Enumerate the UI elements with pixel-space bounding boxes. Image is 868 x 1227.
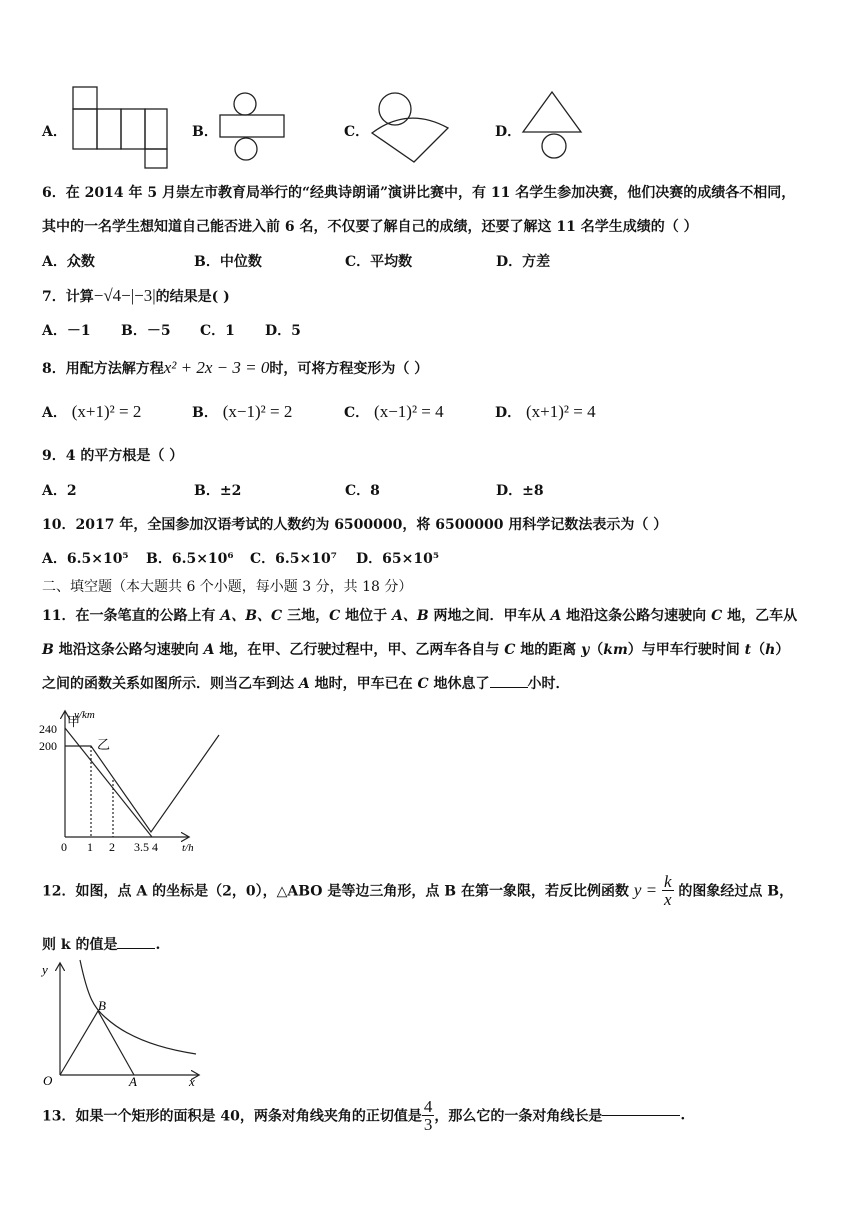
q8-option-b: B． (x−1)² = 2 xyxy=(192,402,293,421)
q6-option-c: C．平均数 xyxy=(345,254,413,270)
q11-tick-1: 1 xyxy=(87,840,93,854)
q5-option-c-label: C． xyxy=(344,124,370,140)
q9-stem: 9．4 的平方根是（ ） xyxy=(42,448,184,464)
q12-stem-line1: 12．如图，点 A 的坐标是（2，0），△ABO 是等边三角形，点 B 在第一象限，若反比例函数 y = $\frac{k}{x}$ 的图象经过点 B， xyxy=(42,872,794,909)
q9-option-b: B．±2 xyxy=(194,483,242,499)
q5-figure-b xyxy=(215,88,290,164)
q7-option-c: C．1 xyxy=(200,323,235,339)
q13-fraction: $\frac{4}{3}$ xyxy=(423,1097,433,1134)
q5-figure-a xyxy=(70,85,170,170)
q11-tick-240: 240 xyxy=(39,722,57,736)
q5-option-b-label: B． xyxy=(192,124,218,140)
q11-tick-200: 200 xyxy=(39,739,57,753)
q6-stem-line1: 6．在 2014 年 5 月崇左市教育局举行的“经典诗朗诵”演讲比赛中，有 11 名学生参加决赛，他们决赛的成绩各不相同， xyxy=(42,185,796,201)
q7-suffix: 的结果是( ) xyxy=(155,289,230,305)
q10-option-d: D．65×10⁵ xyxy=(356,551,439,567)
q7-option-b: B．－5 xyxy=(121,323,171,339)
q11-stem-line1: 11．在一条笔直的公路上有 A、B、C 三地，C 地位于 A、B 两地之间．甲车从 A 地沿这条公路匀速驶向 C 地，乙车从 xyxy=(42,608,798,624)
q12-point-a-label: A xyxy=(129,1074,137,1089)
q8-suffix: 时，可将方程变形为（ ） xyxy=(269,361,429,377)
q8-prefix: 8．用配方法解方程 xyxy=(42,361,164,377)
q7-option-a: A．－1 xyxy=(42,323,91,339)
q10-option-c: C．6.5×10⁷ xyxy=(250,551,337,567)
q6-stem-line2: 其中的一名学生想知道自己能否进入前 6 名，不仅要了解自己的成绩，还要了解这 11 名学生成绩的（ ） xyxy=(42,219,698,235)
q11-y-axis-label: y/km xyxy=(74,709,95,721)
q10-option-b: B．6.5×10⁶ xyxy=(146,551,234,567)
q5-figure-d xyxy=(520,89,590,161)
q11-label-jia: 甲 xyxy=(67,714,81,729)
q8-equation: x² + 2x − 3 = 0 xyxy=(163,358,270,377)
q9-option-a: A．2 xyxy=(42,483,77,499)
q11-x-axis-label: t/h xyxy=(182,842,194,854)
q11-stem-line3: 之间的函数关系如图所示．则当乙车到达 A 地时，甲车已在 C 地休息了 小时． xyxy=(42,676,570,692)
q12-stem-line2: 则 k 的值是 . xyxy=(42,937,161,953)
q11-tick-0: 0 xyxy=(61,840,67,854)
q9-option-c: C．8 xyxy=(345,483,380,499)
q12-fraction: $\frac{k}{x}$ xyxy=(663,872,672,909)
q7-expression: −√4−|−3| xyxy=(93,286,156,305)
q11-answer-blank xyxy=(490,687,528,688)
q10-option-a: A．6.5×10⁵ xyxy=(42,551,129,567)
q8-option-d: D． (x+1)² = 4 xyxy=(495,402,596,421)
q12-hyperbola-graph xyxy=(36,958,206,1090)
q7-stem xyxy=(42,286,230,306)
q12-origin-label: O xyxy=(43,1073,53,1088)
q8-stem xyxy=(42,358,428,378)
q12-triangle-abo xyxy=(60,1011,134,1075)
q11-line-yi xyxy=(65,735,219,832)
q5-option-a-label: A． xyxy=(42,124,67,140)
q13-answer-blank xyxy=(602,1115,680,1116)
q11-tick-2: 2 xyxy=(109,840,115,854)
q11-stem-line2: B 地沿这条公路匀速驶向 A 地，在甲、乙行驶过程中，甲、乙两车各自与 C 地的距离 y（km）与甲车行驶时间 t（h） xyxy=(42,642,790,658)
q9-option-d: D．±8 xyxy=(496,483,544,499)
q8-option-c: C． (x−1)² = 4 xyxy=(344,402,444,421)
q11-distance-time-graph xyxy=(38,700,238,858)
q5-option-d-label: D． xyxy=(495,124,522,140)
q10-stem: 10．2017 年，全国参加汉语考试的人数约为 6500000，将 6500000 用科学记数法表示为（ ） xyxy=(42,517,668,533)
q12-answer-blank xyxy=(117,948,155,949)
q6-option-a: A．众数 xyxy=(42,254,95,270)
q12-point-b-label: B xyxy=(98,998,106,1013)
q6-option-d: D．方差 xyxy=(496,254,551,270)
q7-option-d: D．5 xyxy=(265,323,301,339)
q11-label-yi: 乙 xyxy=(97,737,111,752)
q5-figure-c xyxy=(368,88,453,166)
q7-prefix: 7．计算 xyxy=(42,289,94,305)
q6-option-b: B．中位数 xyxy=(194,254,262,270)
q11-tick-4: 4 xyxy=(152,840,158,854)
q11-tick-3-5: 3.5 xyxy=(134,840,149,854)
q12-x-label: x xyxy=(189,1074,195,1089)
q12-y-label: y xyxy=(42,962,48,977)
q8-option-a: A． (x+1)² = 2 xyxy=(42,402,142,421)
section-2-heading: 二、填空题（本大题共 6 个小题，每小题 3 分，共 18 分） xyxy=(42,579,413,595)
q13-stem: 13．如果一个矩形的面积是 40，两条对角线夹角的正切值是 $\frac{4}{3}$ ，那么它的一条对角线长是 . xyxy=(42,1097,686,1134)
